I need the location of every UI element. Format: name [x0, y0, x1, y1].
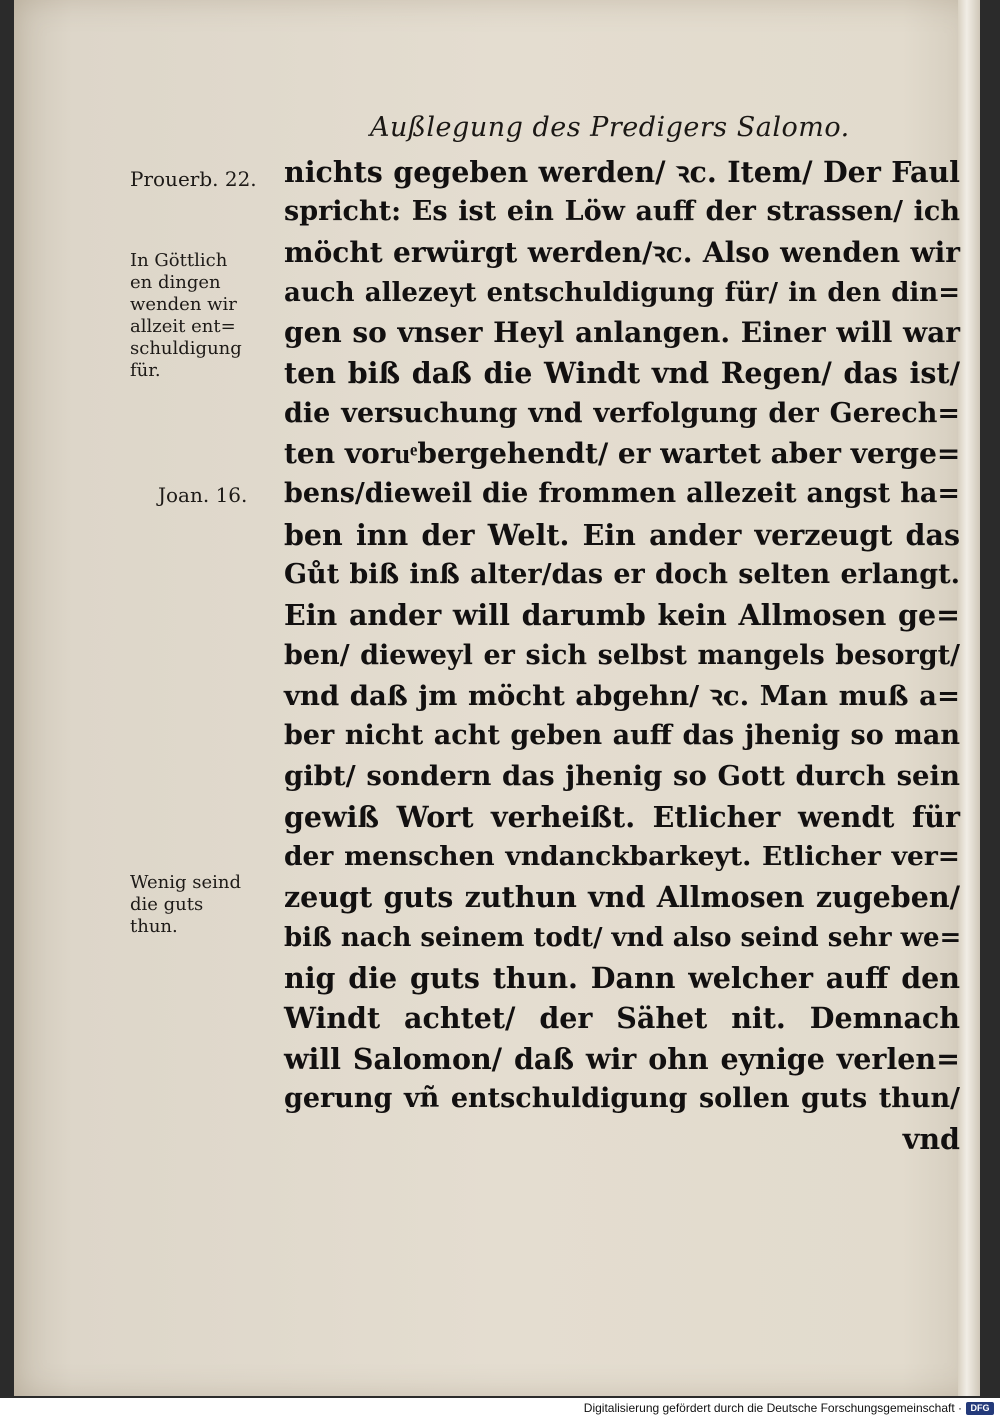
body-line: ben inn der Welt. Ein ander verzeugt das — [284, 517, 960, 552]
marginal-line: In Göttlich — [130, 250, 228, 271]
catchword: vnd — [902, 1122, 960, 1157]
dfg-logo-icon: DFG — [966, 1402, 994, 1415]
body-line: die versuchung vnd verfolgung der Gerech= — [284, 397, 960, 429]
body-line: gen so vnser Heyl anlangen. Einer will war — [284, 316, 960, 350]
marginal-line: Prouerb. 22. — [130, 167, 257, 191]
body-line: zeugt guts zuthun vnd Allmosen zugeben/ — [284, 880, 960, 915]
marginal-line: Wenig seind — [130, 872, 242, 893]
body-line: bens/dieweil die frommen allezeit angst ha= — [284, 478, 960, 510]
marginal-line: thun. — [130, 916, 178, 937]
funding-credit: Digitalisierung gefördert durch die Deutsche Forschungsgemeinschaft · — [583, 1401, 962, 1415]
page-edge — [958, 0, 980, 1396]
body-line: gewiß Wort verheißt. Etlicher wendt für — [284, 799, 960, 834]
marginal-note-few-do-good — [130, 872, 241, 938]
body-line: ten voruͤbergehendt/ er wartet aber verge= — [284, 437, 961, 471]
marginal-line: schuldigung — [130, 338, 242, 359]
marginal-line: en dingen — [130, 272, 221, 293]
body-line: biß nach seinem todt/ vnd also seind sehr we= — [284, 922, 962, 953]
body-line: spricht: Es ist ein Löw auff der strassen/ ich — [284, 196, 960, 228]
marginal-note-excuses — [130, 250, 242, 382]
marginal-line: die guts — [130, 894, 204, 915]
body-line: Windt achtet/ der Sähet nit. Demnach — [284, 1001, 960, 1036]
body-line: Ein ander will darumb kein Allmosen ge= — [284, 598, 960, 633]
body-text — [284, 152, 960, 1159]
body-line: Gůt biß inß alter/das er doch selten erlangt. — [284, 558, 960, 590]
marginal-line: Joan. 16. — [158, 483, 248, 507]
body-line: ten biß daß die Windt vnd Regen/ das ist/ — [284, 356, 960, 391]
marginal-note-proverbs — [130, 168, 257, 190]
running-head: Außlegung des Predigers Salomo. — [370, 112, 850, 143]
marginal-line: wenden wir — [130, 294, 237, 315]
body-line: gibt/ sondern das jhenig so Gott durch sein — [284, 760, 960, 793]
marginal-line: für. — [130, 360, 161, 381]
body-line: ben/ dieweyl er sich selbst mangels besorgt/ — [284, 639, 960, 671]
body-line: nig die guts thun. Dann welcher auff den — [284, 960, 960, 995]
body-line: der menschen vndanckbarkeyt. Etlicher ver= — [284, 841, 960, 873]
body-line: möcht erwürgt werden/ꝛc. Also wenden wir — [284, 235, 960, 269]
marginal-note-john — [158, 484, 247, 506]
body-line: nichts gegeben werden/ ꝛc. Item/ Der Faul — [284, 155, 960, 189]
body-line: ber nicht acht geben auff das jhenig so man — [284, 720, 960, 752]
footer-bar — [0, 1398, 1000, 1420]
body-line: vnd daß jm möcht abgehn/ ꝛc. Man muß a= — [284, 679, 960, 712]
marginal-line: allzeit ent= — [130, 316, 236, 337]
body-line: will Salomon/ daß wir ohn eynige verlen= — [284, 1041, 960, 1076]
body-line: auch allezeyt entschuldigung für/ in den din= — [284, 277, 960, 308]
body-line: gerung vñ entschuldigung sollen guts thun/ — [284, 1082, 960, 1114]
